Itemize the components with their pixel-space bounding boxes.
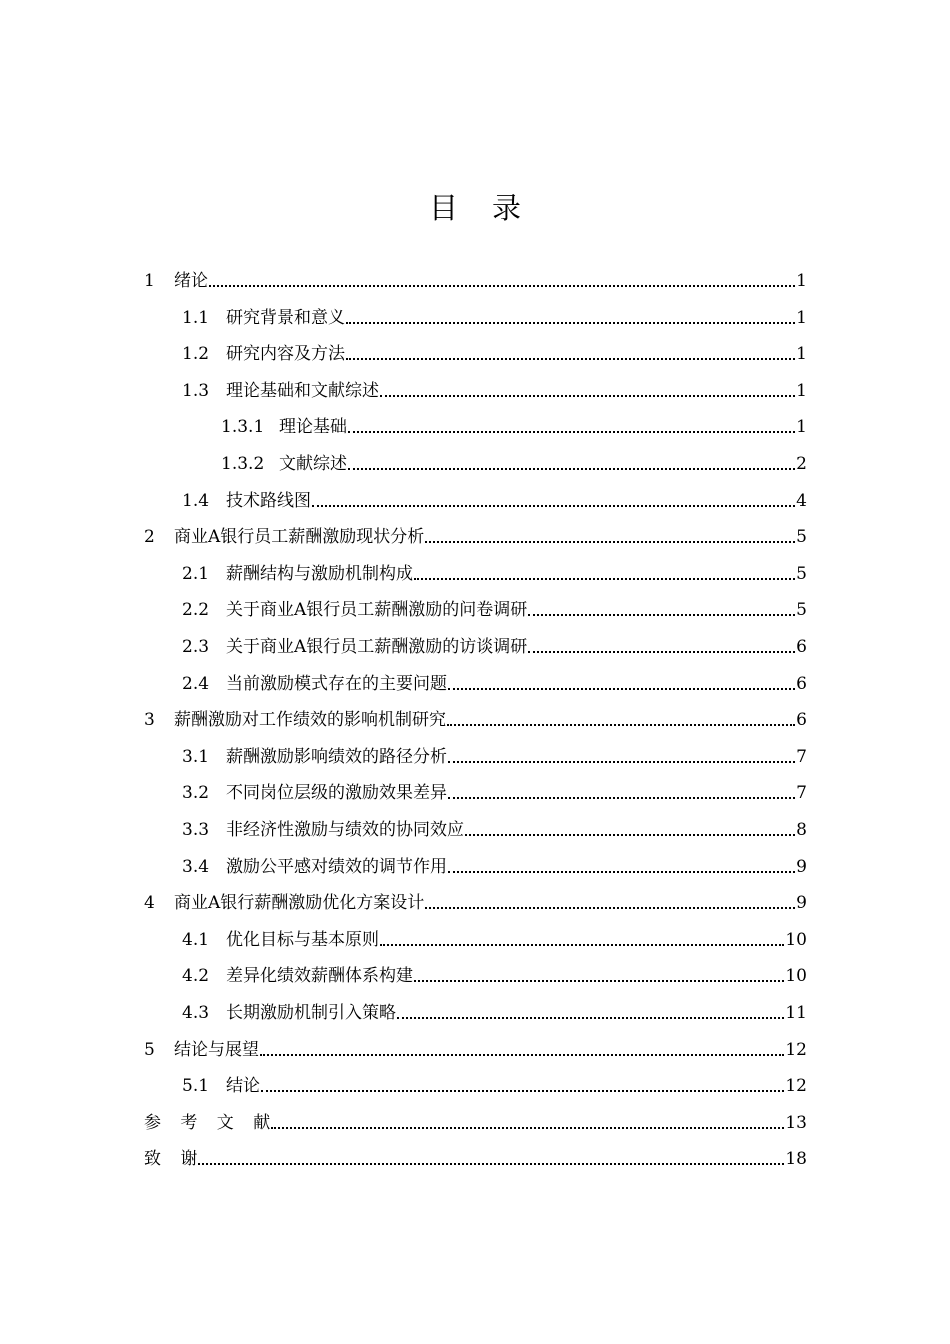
toc-entry[interactable] [144, 256, 807, 292]
toc-leader-dots [348, 468, 795, 470]
toc-leader-dots [271, 1127, 784, 1129]
toc-leader-dots [380, 944, 784, 946]
toc-entry-title: 关于商业A银行员工薪酬激励的问卷调研 [226, 600, 528, 621]
toc-leader-dots [448, 761, 795, 763]
toc-entry-title: 优化目标与基本原则 [226, 929, 379, 950]
toc-entry[interactable] [182, 915, 807, 951]
toc-entry[interactable] [182, 585, 807, 621]
toc-leader-dots [414, 578, 795, 580]
toc-entry[interactable] [182, 988, 807, 1024]
toc-entry-page-number: 18 [785, 1149, 807, 1170]
toc-entry-page-number: 6 [796, 637, 807, 657]
toc-entry-page-number: 1 [796, 380, 807, 401]
toc-entry-page-number: 12 [785, 1039, 807, 1060]
toc-entry-title: 激励公平感对绩效的调节作用 [226, 856, 447, 877]
toc-entry-number: 1.2 [182, 344, 210, 365]
toc-entry-page-number: 4 [796, 490, 807, 511]
toc-entry[interactable] [221, 439, 807, 475]
toc-leader-dots [346, 322, 795, 324]
toc-leader-dots [448, 797, 795, 799]
toc-entry[interactable] [182, 476, 807, 512]
toc-entry-title: 技术路线图 [226, 490, 311, 511]
toc-entry-page-number: 5 [796, 600, 807, 621]
toc-entry[interactable] [144, 512, 807, 548]
toc-entry-page-number: 10 [785, 929, 807, 950]
toc-entry-page-number: 6 [796, 710, 807, 731]
toc-entry-number: 2 [144, 527, 155, 548]
toc-entry-page-number: 10 [785, 966, 807, 987]
toc-entry-number: 2.3 [182, 637, 210, 657]
toc-entry-number: 1.3.1 [221, 417, 265, 438]
toc-entry[interactable] [144, 1025, 807, 1061]
toc-leader-dots [448, 871, 795, 873]
toc-leader-dots [465, 834, 795, 836]
toc-leader-dots [261, 1090, 784, 1092]
toc-entry-number: 4.3 [182, 1003, 210, 1023]
toc-entry[interactable] [182, 842, 807, 878]
page-title [0, 188, 950, 228]
toc-entry-number: 2.2 [182, 600, 210, 621]
toc-entry-page-number: 12 [785, 1076, 807, 1097]
toc-leader-dots [448, 688, 795, 690]
toc-entry[interactable] [182, 732, 807, 768]
toc-entry-number: 5.1 [182, 1076, 210, 1097]
toc-entry-number: 2.1 [182, 563, 210, 584]
toc-entry-number: 1.3.2 [221, 454, 265, 474]
toc-entry-page-number: 2 [796, 454, 807, 474]
toc-leader-dots [447, 724, 795, 726]
toc-entry-title: 致 谢 [144, 1149, 198, 1170]
toc-entry-number: 3.4 [182, 856, 210, 877]
toc-entry-title: 参 考 文 献 [144, 1112, 271, 1133]
toc-leader-dots [348, 431, 795, 433]
toc-entry[interactable] [182, 805, 807, 841]
toc-entry-number: 4.1 [182, 929, 210, 950]
toc-entry-number: 3.2 [182, 783, 210, 804]
toc-entry-title: 长期激励机制引入策略 [226, 1003, 396, 1023]
toc-entry[interactable] [182, 549, 807, 585]
toc-entry-title: 关于商业A银行员工薪酬激励的访谈调研 [226, 637, 528, 657]
toc-entry-page-number: 1 [796, 344, 807, 365]
toc-entry[interactable] [144, 695, 807, 731]
toc-entry-number: 1.3 [182, 380, 210, 401]
toc-entry-number: 1.1 [182, 307, 210, 328]
toc-entry[interactable] [182, 659, 807, 695]
toc-entry-title: 理论基础和文献综述 [226, 380, 379, 401]
toc-entry[interactable] [221, 402, 807, 438]
toc-entry-page-number: 1 [796, 307, 807, 328]
toc-entry[interactable] [182, 768, 807, 804]
toc-leader-dots [528, 651, 795, 653]
toc-entry-number: 4 [144, 893, 155, 914]
toc-entry-number: 3 [144, 710, 155, 731]
toc-entry-title: 理论基础 [279, 417, 347, 438]
toc-entry-number: 5 [144, 1039, 155, 1060]
toc-entry-title: 文献综述 [279, 454, 347, 474]
toc-entry-page-number: 1 [796, 417, 807, 438]
toc-leader-dots [425, 541, 795, 543]
toc-leader-dots [414, 980, 784, 982]
toc-entry-page-number: 8 [796, 820, 807, 840]
toc-leader-dots [346, 358, 795, 360]
toc-entry[interactable] [182, 293, 807, 329]
toc-leader-dots [312, 505, 795, 507]
toc-entry-title: 结论与展望 [174, 1039, 259, 1060]
toc-entry-title: 不同岗位层级的激励效果差异 [226, 783, 447, 804]
toc-leader-dots [209, 285, 795, 287]
toc-entry-title: 研究内容及方法 [226, 344, 345, 365]
toc-entry[interactable] [144, 1134, 807, 1170]
toc-leader-dots [425, 907, 795, 909]
toc-entry[interactable] [182, 329, 807, 365]
title-char-1: 目 [428, 191, 458, 225]
toc-entry-title: 非经济性激励与绩效的协同效应 [226, 820, 464, 840]
toc-entry-page-number: 7 [796, 746, 807, 767]
toc-entry-page-number: 11 [785, 1003, 807, 1023]
toc-entry-page-number: 13 [785, 1112, 807, 1133]
toc-entry-title: 当前激励模式存在的主要问题 [226, 673, 447, 694]
toc-entry-page-number: 9 [796, 856, 807, 877]
toc-leader-dots [260, 1054, 784, 1056]
toc-entry-number: 2.4 [182, 673, 210, 694]
toc-entry-title: 薪酬激励影响绩效的路径分析 [226, 746, 447, 767]
toc-entry[interactable] [144, 878, 807, 914]
toc-entry[interactable] [144, 1098, 807, 1134]
toc-leader-dots [380, 395, 795, 397]
toc-entry-title: 结论 [226, 1076, 260, 1097]
toc-entry-title: 薪酬激励对工作绩效的影响机制研究 [174, 710, 446, 731]
toc-entry[interactable] [182, 1061, 807, 1097]
toc-entry-page-number: 5 [796, 563, 807, 584]
toc-entry-page-number: 9 [796, 893, 807, 914]
toc-entry-title: 商业A银行薪酬激励优化方案设计 [174, 893, 425, 914]
toc-entry-title: 研究背景和意义 [226, 307, 345, 328]
toc-entry-title: 差异化绩效薪酬体系构建 [226, 966, 413, 987]
toc-entry-number: 3.3 [182, 820, 210, 840]
toc-entry-title: 绪论 [174, 271, 208, 291]
toc-entry-number: 1 [144, 271, 155, 291]
toc-entry[interactable] [182, 366, 807, 402]
toc-entry-number: 4.2 [182, 966, 210, 987]
toc-leader-dots [528, 614, 795, 616]
toc-entry-title: 薪酬结构与激励机制构成 [226, 563, 413, 584]
toc-entry-number: 3.1 [182, 746, 210, 767]
toc-entry[interactable] [182, 622, 807, 658]
toc-entry-page-number: 6 [796, 673, 807, 694]
toc-leader-dots [397, 1017, 784, 1019]
toc-entry-page-number: 5 [796, 527, 807, 548]
title-char-2: 录 [492, 191, 522, 225]
toc-entry[interactable] [182, 951, 807, 987]
toc-entry-title: 商业A银行员工薪酬激励现状分析 [174, 527, 425, 548]
toc-entry-number: 1.4 [182, 490, 210, 511]
toc-entry-page-number: 1 [796, 271, 807, 291]
toc-entry-page-number: 7 [796, 783, 807, 804]
toc-leader-dots [198, 1163, 784, 1165]
